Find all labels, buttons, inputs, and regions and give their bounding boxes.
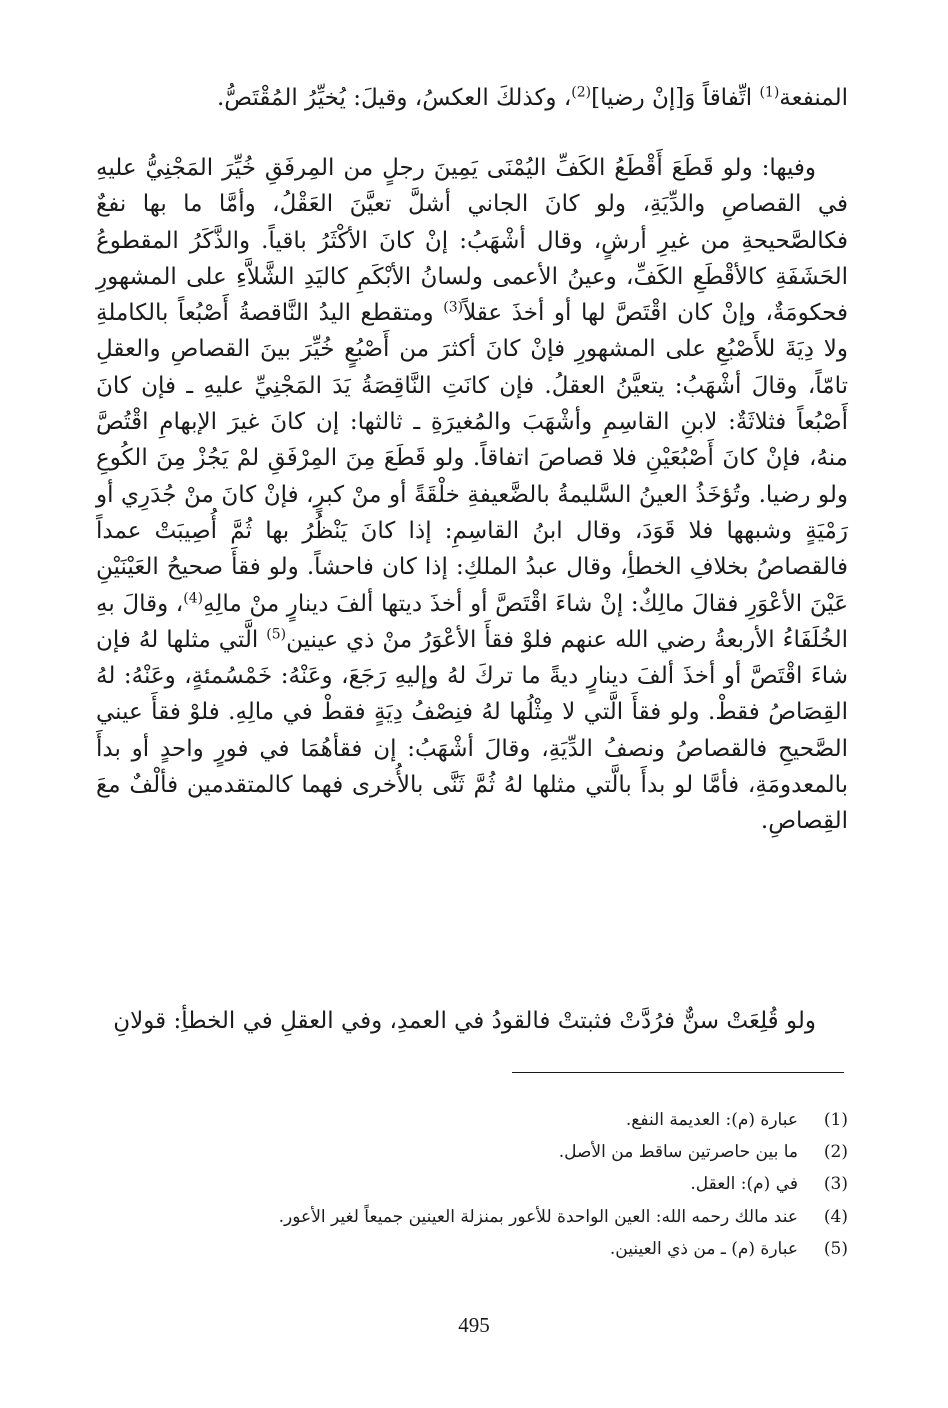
paragraph-2-text bbox=[96, 150, 848, 840]
footnote-ref-2: (2) bbox=[571, 84, 592, 101]
footnote-2 bbox=[96, 1136, 848, 1168]
paragraph-1-text bbox=[96, 80, 848, 116]
footnote-separator bbox=[512, 1072, 844, 1073]
text-run: اتِّفاقاً وَ[إنْ رضيا] bbox=[591, 85, 760, 111]
footnote-3 bbox=[96, 1168, 848, 1200]
footnote-5 bbox=[96, 1233, 848, 1265]
footnote-number: (4) bbox=[823, 1206, 848, 1227]
text-run: المنفعة bbox=[779, 85, 848, 111]
footnote-ref-4: (4) bbox=[183, 589, 204, 606]
paragraph-1 bbox=[96, 80, 848, 116]
paragraph-3 bbox=[96, 1003, 848, 1039]
footnote-text: ما بين حاصرتين ساقط من الأصل. bbox=[558, 1142, 798, 1163]
footnote-ref-1: (1) bbox=[759, 84, 780, 101]
footnote-ref-5: (5) bbox=[266, 626, 287, 643]
paragraph-2 bbox=[96, 150, 848, 840]
text-run: ومتقطع اليدُ النَّاقصةُ أَصْبُعاً بالكاملةِ ولا دِيَةَ للأَصْبُعِ على المشهورِ فإنْ كانَ أكثرَ من أَصْبُعٍ خُيِّرَ بينَ القصاصِ والعقلِ تامّاً، وقالَ أشْهَبُ: يتعيَّنُ العقلُ. فإن كانَتِ النَّاقِصَةُ يَدَ المَجْنِيِّ عليهِ ـ فإن كانَ أَصْبُعاً فثلاثَةٌ: لابنِ القاسِمِ وأشْهَبَ والمُغيرَةِ ـ ثالثها: إن كانَ غيرَ الإبهامِ اقْتُصَّ منهُ، فإنْ كانَ أَصْبُعَيْنِ فلا قصاصَ اتفاقاً. ولو قَطَعَ مِنَ المِرْفَقِ لمْ يَجُزْ مِنَ الكُوعِ ولو رضيا. وتُؤخَذُ العينُ السَّليمةُ بالضَّعيفةِ خلْقَةً أو منْ كبرٍ، فإنْ كانَ منْ جُدَرِي أو رَمْيَةٍ وشبهها فلا قَوَدَ، وقال ابنُ القاسِمِ: إذا كانَ يَنْظُرُ بها ثُمَّ أُصِيبَتْ عمداً فالقصاصُ بخلافِ الخطأِ، وقال عبدُ الملكِ: إذا كان فاحشاً. ولو فقأَ صحيحُ العَيْنَيْنِ عَيْنَ الأعْوَرِ فقالَ مالِكٌ: إنْ شاءَ اقْتَصَّ أو أخذَ ديتها ألفَ دينارٍ منْ مالِهِ bbox=[96, 300, 848, 617]
text-run: ، وكذلكَ العكسُ، وقيلَ: يُخيِّرُ المُقْتَصُّ. bbox=[216, 85, 572, 111]
footnote-text: عبارة (م) ـ من ذي العينين. bbox=[609, 1238, 798, 1259]
footnote-number: (1) bbox=[823, 1110, 848, 1130]
paragraph-3-text: ولو قُلِعَتْ سنٌّ فرُدَّتْ فثبتتْ فالقودُ في العمدِ، وفي العقلِ في الخطأِ: قولانِ bbox=[113, 1008, 816, 1034]
footnote-number: (5) bbox=[823, 1238, 848, 1259]
text-run: الَّتي مثلها لهُ فإن شاءَ اقْتَصَّ أو أخذَ ألفَ دينارٍ ديةً ما تركَ لهُ وإليهِ رَجَعَ، وعَنْهُ: خَمْسُمئةٍ، وعَنْهُ: لهُ القِصَاصُ فقطْ. ولو فقأَ الَّتي لا مِثْلُها لهُ فنِصْفُ دِيَةٍ فقطْ في مالِهِ. فلوْ فقأَ عيني الصَّحيحِ فالقصاصُ ونصفُ الدِّيَةِ، وقالَ أشْهَبُ: إن فقأهُمَا في فورٍ واحدٍ أو بدأَ بالمعدومَةِ، فأمَّا لو بدأَ بالَّتي مثلها لهُ ثُمَّ ثَنَّى بالأُخرى فهما كالمتقدمين فألْفٌ معَ القِصاصِ. bbox=[96, 626, 848, 835]
footnote-number: (3) bbox=[823, 1174, 848, 1195]
text-run: وفيها: ولو قَطَعَ أَقْطَعُ الكَفِّ اليُمْنَى يَمِينَ رجلٍ من المِرفَقِ خُيِّرَ المَجْنِيُّ عليهِ في القصاصِ والدِّيَةِ، ولو كانَ الجاني أشلَّ تعيَّنَ العَقْلُ، وأمَّا ما بها نفعٌ فكالصَّحيحةِ من غيرِ أرشٍ، وقال أشْهَبُ: إنْ كانَ الأكْثَرُ باقياً. والذَّكَرُ المقطوعُ الحَشَفَةِ كالأقْطَعِ الكَفِّ، وعينُ الأعمى ولسانُ الأبْكَمِ كاليَدِ الشَّلاَّءِ على المشهورِ فحكومَةٌ، وإنْ كان اقْتَصَّ لها أو أخذَ عقلاً bbox=[96, 155, 848, 327]
footnote-text: عند مالك رحمه الله: العين الواحدة للأعور بمنزلة العينين جميعاً لغير الأعور. bbox=[278, 1206, 798, 1227]
footnote-text: عبارة (م): العديمة النفع. bbox=[625, 1110, 798, 1130]
footnotes bbox=[96, 1104, 848, 1265]
footnote-4 bbox=[96, 1201, 848, 1233]
footnote-ref-3: (3) bbox=[443, 299, 464, 316]
page-number: 495 bbox=[458, 1313, 490, 1337]
footnote-text: في (م): العقل. bbox=[690, 1174, 798, 1195]
text-run: ، وقالَ بهِ الخُلَفَاءُ الأربعةُ رضي الله عنهم فلوْ فقأَ الأعْوَرُ منْ ذي عينين bbox=[96, 590, 848, 653]
footnote-1 bbox=[96, 1104, 848, 1136]
footnote-number: (2) bbox=[823, 1142, 848, 1163]
